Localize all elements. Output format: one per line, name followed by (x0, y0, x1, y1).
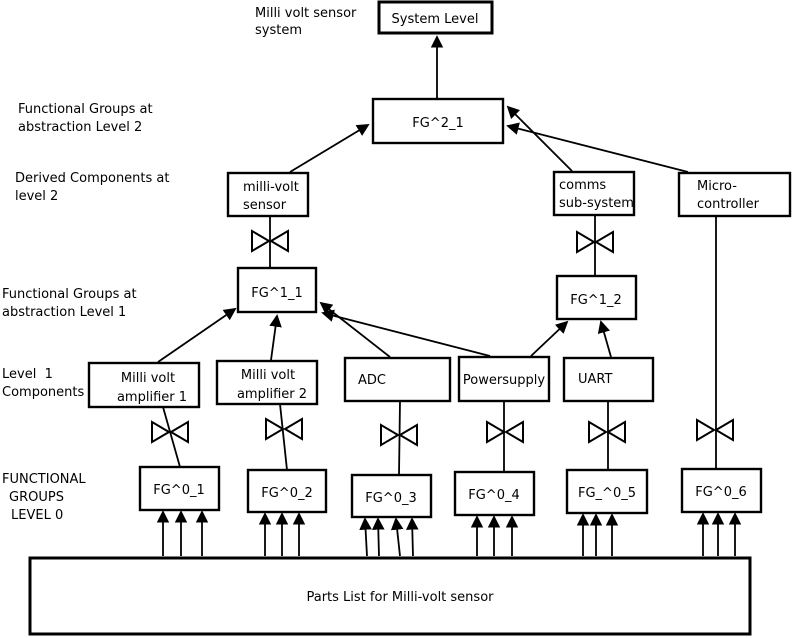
fg1-2-label: FG^1_2 (570, 293, 622, 308)
fg2-1-label: FG^2_1 (412, 116, 464, 131)
derived-level2-annotation-line1: Derived Components at (15, 171, 170, 186)
fg-level0-annotation-line3: LEVEL 0 (11, 508, 64, 523)
level1-components-annotation-line1: Level 1 (2, 367, 53, 382)
node-comms-subsystem (554, 172, 634, 215)
node-parts-list (30, 558, 750, 634)
fg-level2-annotation-line1: Functional Groups at (18, 102, 153, 117)
fg-level0-annotation-line2: GROUPS (9, 490, 64, 505)
node-fg1-2 (557, 276, 636, 319)
uart-label: UART (578, 372, 613, 387)
bowtie-icon (589, 422, 625, 442)
node-uart (564, 358, 653, 401)
amp2-label-line1: Milli volt (240, 368, 296, 383)
fg-level2-annotation-line2: abstraction Level 2 (18, 120, 143, 135)
amp1-label-line2: amplifier 1 (116, 390, 188, 405)
fg1-1-label: FG^1_1 (251, 286, 303, 301)
node-fg1-1 (238, 268, 316, 312)
parts-list-arrows (163, 512, 735, 556)
node-fg0-4 (455, 472, 534, 515)
system-note-line1: Milli volt sensor (255, 6, 357, 21)
node-powersupply (459, 357, 549, 401)
bowtie-icon (697, 420, 733, 440)
millivolt-sensor-label-line2: sensor (243, 198, 287, 213)
fg0-6-label: FG^0_6 (695, 485, 747, 500)
millivolt-sensor-label-line1: milli-volt (243, 180, 299, 195)
node-amp1 (89, 363, 199, 407)
parts-list-label: Parts List for Milli-volt sensor (306, 590, 494, 605)
comms-label-line2: sub-system (559, 196, 634, 211)
node-fg0-2 (248, 470, 326, 512)
microcontroller-label-line2: controller (697, 197, 760, 212)
row-annotations (2, 6, 357, 523)
fg-level1-annotation-line2: abstraction Level 1 (2, 305, 127, 320)
derived-level2-annotation-line2: level 2 (15, 189, 59, 204)
fg-level1-annotation-line1: Functional Groups at (2, 287, 137, 302)
fg0-5-label: FG_^0_5 (578, 486, 636, 501)
node-amp2 (217, 361, 317, 404)
powersupply-label: Powersupply (462, 373, 546, 388)
fg0-2-label: FG^0_2 (261, 486, 313, 501)
bowtie-icon (487, 422, 523, 442)
fg0-4-label: FG^0_4 (468, 488, 520, 503)
adc-label: ADC (358, 373, 386, 388)
system-level-label: System Level (391, 12, 479, 27)
fg0-1-label: FG^0_1 (153, 483, 205, 498)
microcontroller-label-line1: Micro- (697, 179, 737, 194)
node-fg0-3 (352, 475, 431, 517)
amp2-label-line2: amplifier 2 (236, 387, 308, 402)
connector-lines (163, 215, 716, 475)
node-adc (345, 358, 450, 401)
node-fg0-1 (140, 467, 219, 510)
comms-label-line1: comms (559, 178, 607, 193)
node-microcontroller (679, 173, 790, 216)
bowtie-icons (152, 231, 733, 445)
fg-level0-annotation-line1: FUNCTIONAL (2, 472, 86, 487)
amp1-label-line1: Milli volt (120, 371, 176, 386)
node-fg2-1 (373, 99, 503, 143)
system-note-line2: system (255, 23, 302, 38)
level1-components-annotation-line2: Components (2, 385, 85, 400)
node-fg0-6 (682, 469, 761, 512)
bowtie-icon (152, 422, 188, 442)
node-fg0-5 (567, 470, 647, 513)
fg0-3-label: FG^0_3 (365, 491, 417, 506)
node-millivolt-sensor (228, 173, 308, 216)
node-system-level (379, 2, 492, 33)
